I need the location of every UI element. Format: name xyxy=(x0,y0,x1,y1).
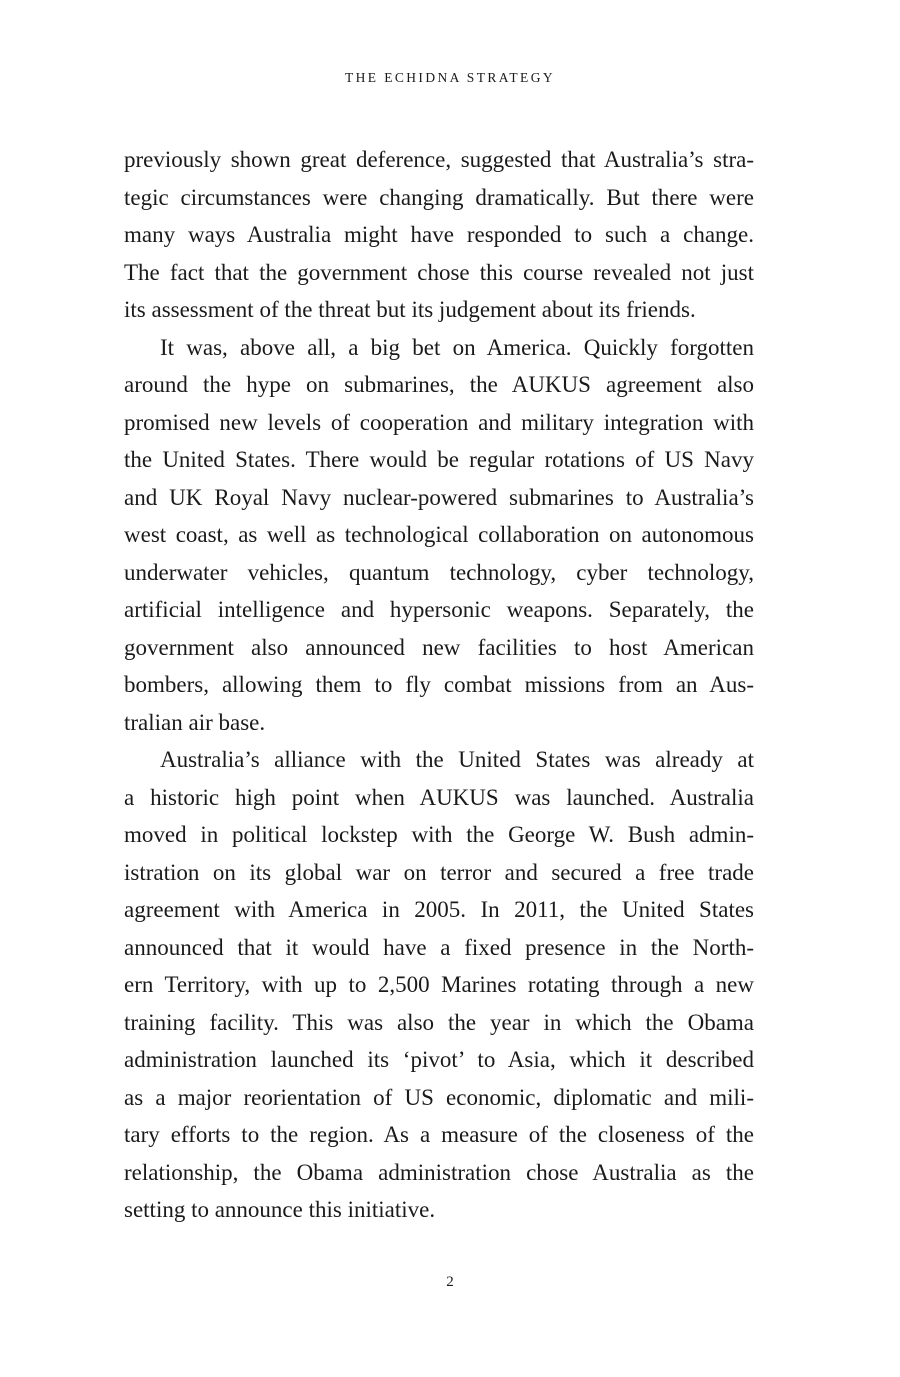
text-line: government also announced new facilities to host American xyxy=(124,634,754,660)
text-line: tralian air base. xyxy=(124,709,266,735)
text-line: ern Territory, with up to 2,500 Marines rotating through a new xyxy=(124,972,754,997)
text-line: agreement with America in 2005. In 2011, the United States xyxy=(124,897,754,922)
text-line: bombers, allowing them to fly combat missions from an Aus- xyxy=(124,672,754,697)
paragraph-1 xyxy=(124,141,754,329)
text-line: a historic high point when AUKUS was launched. Australia xyxy=(124,784,754,810)
text-line: underwater vehicles, quantum technology, cyber technology, xyxy=(124,559,754,585)
text-line: moved in political lockstep with the George W. Bush admin- xyxy=(124,822,754,847)
text-line: relationship, the Obama administration chose Australia as the xyxy=(124,1159,754,1185)
text-line: It was, above all, a big bet on America. Quickly forgotten xyxy=(160,334,754,360)
text-line: and UK Royal Navy nuclear-powered submarines to Australia’s xyxy=(124,484,754,510)
text-line: training facility. This was also the year in which the Obama xyxy=(124,1009,754,1035)
text-line: artificial intelligence and hypersonic weapons. Separately, the xyxy=(124,597,754,622)
body-text xyxy=(124,141,754,1229)
text-line: as a major reorientation of US economic, diplomatic and mili- xyxy=(124,1084,754,1110)
text-line: The fact that the government chose this course revealed not just xyxy=(124,259,754,285)
text-line: istration on its global war on terror and secured a free trade xyxy=(124,859,754,885)
text-line: around the hype on submarines, the AUKUS agreement also xyxy=(124,372,754,397)
text-line: tary efforts to the region. As a measure of the closeness of the xyxy=(124,1122,754,1147)
text-line: announced that it would have a fixed presence in the North- xyxy=(124,934,754,960)
text-line: its assessment of the threat but its judgement about its friends. xyxy=(124,297,696,322)
text-line: Australia’s alliance with the United States was already at xyxy=(160,747,754,772)
text-line: previously shown great deference, suggested that Australia’s stra- xyxy=(124,147,754,172)
text-line: tegic circumstances were changing dramatically. But there were xyxy=(124,184,754,210)
text-line: west coast, as well as technological collaboration on autonomous xyxy=(124,522,754,547)
paragraph-2 xyxy=(124,329,754,742)
page-number: 2 xyxy=(446,1274,454,1290)
text-line: administration launched its ‘pivot’ to Asia, which it described xyxy=(124,1047,754,1072)
text-line: the United States. There would be regular rotations of US Navy xyxy=(124,447,754,472)
text-line: promised new levels of cooperation and military integration with xyxy=(124,409,754,435)
running-head: THE ECHIDNA STRATEGY xyxy=(345,70,555,85)
text-line: many ways Australia might have responded to such a change. xyxy=(124,222,754,247)
paragraph-3 xyxy=(124,741,754,1229)
text-line: setting to announce this initiative. xyxy=(124,1197,436,1222)
